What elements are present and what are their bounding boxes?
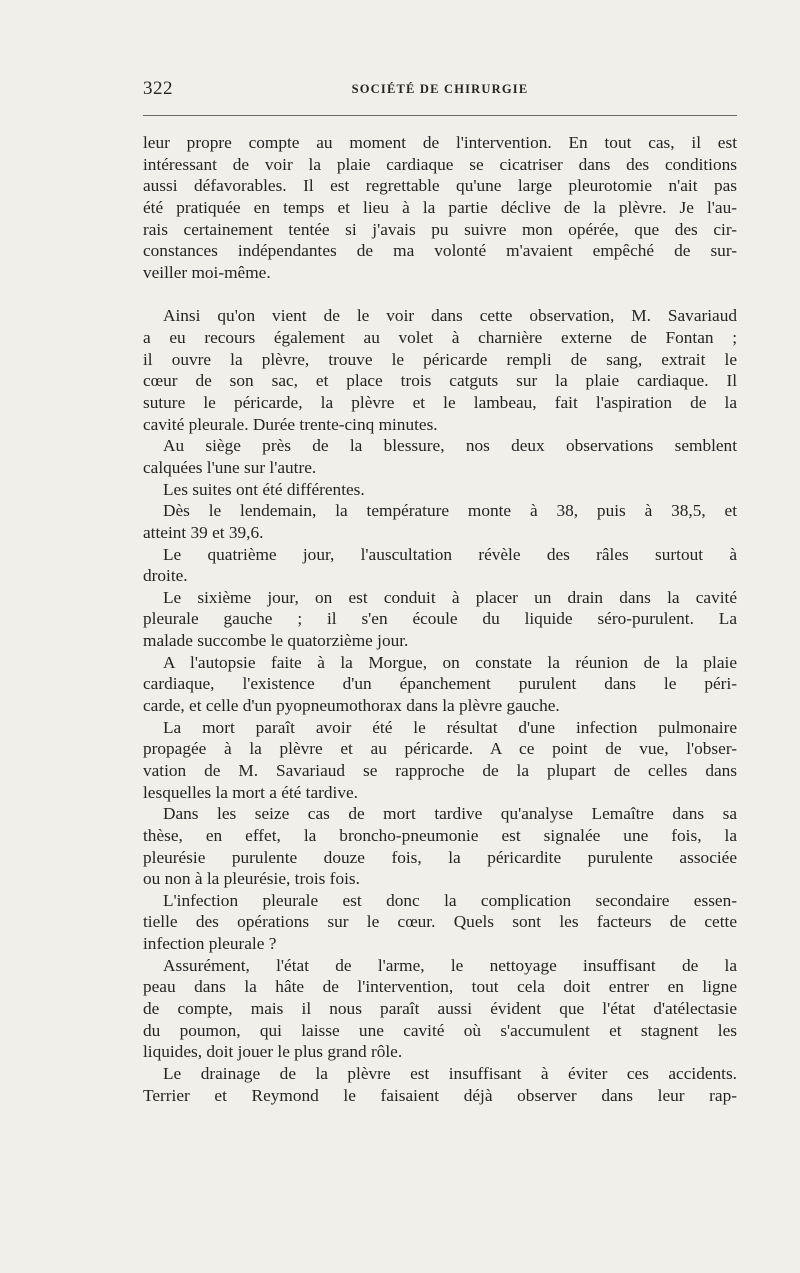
running-title: SOCIÉTÉ DE CHIRURGIE	[351, 82, 529, 96]
text-line: rais certainement tentée si j'avais pu suivre mon opérée, que des cir-	[143, 219, 737, 239]
text-line: Terrier et Reymond le faisaient déjà observer dans leur rap-	[143, 1085, 737, 1105]
text-line: constances indépendantes de ma volonté m'avaient empêché de sur-	[143, 241, 737, 261]
paragraph	[143, 132, 737, 283]
text-line: carde, et celle d'un pyopneumothorax dans la plèvre gauche.	[143, 696, 560, 716]
paragraph	[143, 544, 737, 587]
text-line: du poumon, qui laisse une cavité où s'accumulent et stagnent les	[143, 1020, 737, 1040]
text-line: il ouvre la plèvre, trouve le péricarde rempli de sang, extrait le	[143, 349, 737, 369]
paragraph	[143, 652, 737, 717]
text-line: Dans les seize cas de mort tardive qu'analyse Lemaître dans sa	[163, 804, 737, 824]
text-line: cœur de son sac, et place trois catguts sur la plaie cardiaque. Il	[143, 371, 737, 391]
page-header	[143, 78, 737, 102]
text-line: L'infection pleurale est donc la complication secondaire essen-	[163, 890, 737, 910]
text-line: peau dans la hâte de l'intervention, tout cela doit entrer en ligne	[143, 977, 737, 997]
text-line: Le quatrième jour, l'auscultation révèle des râles surtout à	[163, 544, 737, 564]
text-line: a eu recours également au volet à charnière externe de Fontan ;	[143, 328, 737, 348]
text-line: calquées l'une sur l'autre.	[143, 457, 317, 477]
text-line: Les suites ont été différentes.	[163, 479, 365, 499]
text-line: Ainsi qu'on vient de le voir dans cette observation, M. Savariaud	[163, 306, 737, 326]
body-text	[143, 132, 737, 1106]
text-line: suture le péricarde, la plèvre et le lambeau, fait l'aspiration de la	[143, 393, 737, 413]
text-line: droite.	[143, 566, 188, 586]
paragraph	[143, 717, 737, 804]
text-line: été pratiquée en temps et lieu à la partie déclive de la plèvre. Je l'au-	[143, 197, 737, 217]
text-line: leur propre compte au moment de l'intervention. En tout cas, il est	[143, 133, 737, 152]
text-line: liquides, doit jouer le plus grand rôle.	[143, 1042, 403, 1062]
paragraph	[143, 955, 737, 1063]
text-line: cardiaque, l'existence d'un épanchement purulent dans le péri-	[143, 674, 737, 694]
paragraph	[143, 1063, 737, 1106]
text-line: A l'autopsie faite à la Morgue, on constate la réunion de la plaie	[163, 652, 737, 672]
text-line: La mort paraît avoir été le résultat d'une infection pulmonaire	[163, 717, 737, 737]
text-line: lesquelles la mort a été tardive.	[143, 782, 358, 802]
text-line: cavité pleurale. Durée trente-cinq minutes.	[143, 414, 438, 434]
paragraph	[143, 305, 737, 435]
text-line: pleurale gauche ; il s'en écoule du liquide séro-purulent. La	[143, 609, 737, 629]
text-line: Le drainage de la plèvre est insuffisant à éviter ces accidents.	[163, 1063, 737, 1083]
text-line: infection pleurale ?	[143, 934, 277, 954]
paragraph	[143, 587, 737, 652]
text-line: thèse, en effet, la broncho-pneumonie est signalée une fois, la	[143, 825, 737, 845]
text-line: Le sixième jour, on est conduit à placer un drain dans la cavité	[163, 587, 737, 607]
text-line: Au siège près de la blessure, nos deux observations semblent	[163, 436, 737, 456]
paragraph	[143, 479, 737, 501]
paragraph	[143, 803, 737, 890]
text-line: intéressant de voir la plaie cardiaque se cicatriser dans des conditions	[143, 154, 737, 174]
page-number: 322	[143, 78, 173, 99]
paragraph	[143, 890, 737, 955]
header-rule	[143, 115, 737, 116]
paragraph	[143, 500, 737, 543]
text-line: pleurésie purulente douze fois, la péricardite purulente associée	[143, 847, 737, 867]
text-line: ou non à la pleurésie, trois fois.	[143, 869, 360, 889]
text-line: vation de M. Savariaud se rapproche de la plupart de celles dans	[143, 760, 737, 780]
text-line: aussi défavorables. Il est regrettable qu'une large pleurotomie n'ait pas	[143, 176, 737, 196]
text-line: de compte, mais il nous paraît aussi évident que l'état d'atélectasie	[143, 998, 737, 1018]
text-line: Assurément, l'état de l'arme, le nettoyage insuffisant de la	[163, 955, 737, 975]
text-line: propagée à la plèvre et au péricarde. A ce point de vue, l'obser-	[143, 739, 737, 759]
paragraph-gap	[143, 283, 737, 305]
text-line: tielle des opérations sur le cœur. Quels sont les facteurs de cette	[143, 912, 737, 932]
text-line: Dès le lendemain, la température monte à 38, puis à 38,5, et	[163, 501, 737, 521]
text-line: veiller moi-même.	[143, 262, 271, 282]
paragraph	[143, 435, 737, 478]
text-line: atteint 39 et 39,6.	[143, 522, 264, 542]
text-line: malade succombe le quatorzième jour.	[143, 631, 409, 651]
